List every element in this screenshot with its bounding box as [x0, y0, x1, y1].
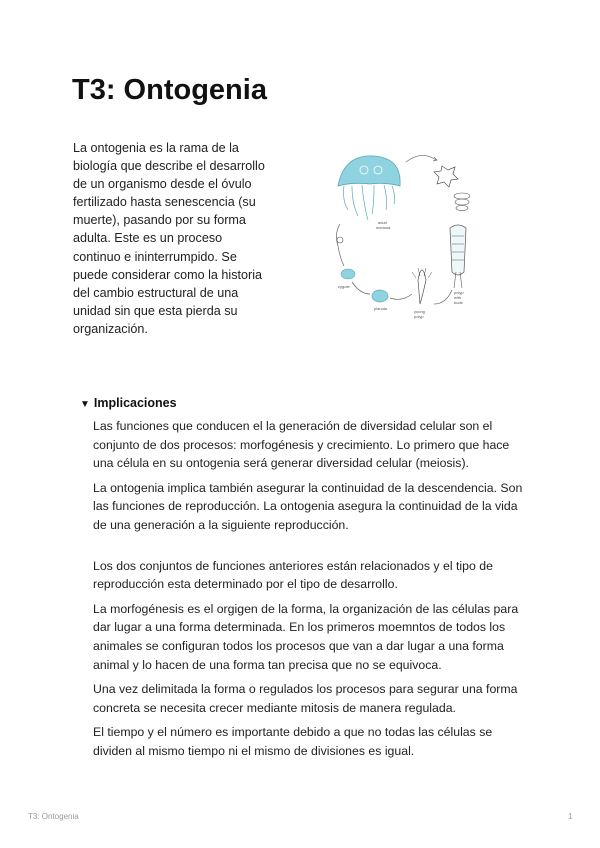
- paragraph: Los dos conjuntos de funciones anteriores están relacionados y el tipo de reproducción esta determinado por el tipo de desarrollo.: [93, 558, 493, 592]
- implicaciones-content: [93, 417, 533, 767]
- svg-text:adult: adult: [378, 220, 387, 225]
- footer-page-number: 1: [568, 812, 573, 821]
- toggle-arrow-icon: ▼: [80, 399, 90, 410]
- svg-text:polyp: polyp: [454, 290, 464, 295]
- strobila-illustration: [454, 193, 470, 211]
- polyp-with-buds-illustration: [450, 225, 466, 288]
- ephyra-illustration: [434, 166, 458, 187]
- paragraph: La morfogénesis es el orgigen de la forma, la organización de las células para dar lugar a una forma determinada. En los primeros moemntos de todos los animales se configuran todos los procesos que van a dar lugar a una forma animal y lo hacen de una forma tan precisa que no se equivoca.: [93, 601, 519, 672]
- jellyfish-lifecycle-figure: [330, 148, 482, 326]
- paragraph: Las funciones que conducen el la generación de diversidad celular son el conjunto de dos procesos: morfogénesis y crecimiento. Lo primero que hace una célula en su ontogenia será generar diversidad celular (meiosis).: [93, 419, 510, 471]
- footer-doc-title: T3: Ontogenia: [28, 812, 79, 821]
- planula-illustration: [372, 290, 388, 302]
- paragraph: La ontogenia implica también asegurar la continuidad de la descendencia. Son las funciones de reproducción. La ontogenia asegura la continuidad de la vida de una generación a la siguiente reproducción.: [93, 480, 523, 532]
- adult-medusa-illustration: [338, 156, 400, 220]
- svg-text:medusa: medusa: [376, 225, 391, 230]
- implicaciones-toggle[interactable]: [80, 396, 177, 410]
- svg-text:buds: buds: [454, 300, 463, 305]
- svg-text:polyp: polyp: [414, 314, 424, 319]
- toggle-label: Implicaciones: [93, 396, 177, 410]
- page-title: T3: Ontogenia: [72, 74, 267, 106]
- svg-text:planula: planula: [374, 306, 387, 311]
- svg-text:young: young: [414, 309, 425, 314]
- paragraph: Una vez delimitada la forma o regulados los procesos para segurar una forma concreta se necesita crecer mediante mitosis de manera regulada.: [93, 682, 518, 715]
- svg-text:zygote: zygote: [338, 284, 350, 289]
- intro-paragraph: La ontogenia es la rama de la biología que describe el desarrollo de un organismo desde el óvulo fertilizado hasta senescencia (su muerte), pasando por su forma adulta. Este es un proceso continuo e ininterrumpido. Se puede considerar como la historia del cambio estructural de una unidad sin que esta pierda su organización.: [73, 141, 265, 336]
- young-polyp-illustration: [412, 268, 432, 304]
- egg-illustration: [337, 237, 355, 279]
- paragraph: El tiempo y el número es importante debido a que no todas las células se dividen al mismo tiempo ni el mismo de divisiones es igual.: [93, 725, 493, 758]
- svg-text:with: with: [454, 295, 462, 300]
